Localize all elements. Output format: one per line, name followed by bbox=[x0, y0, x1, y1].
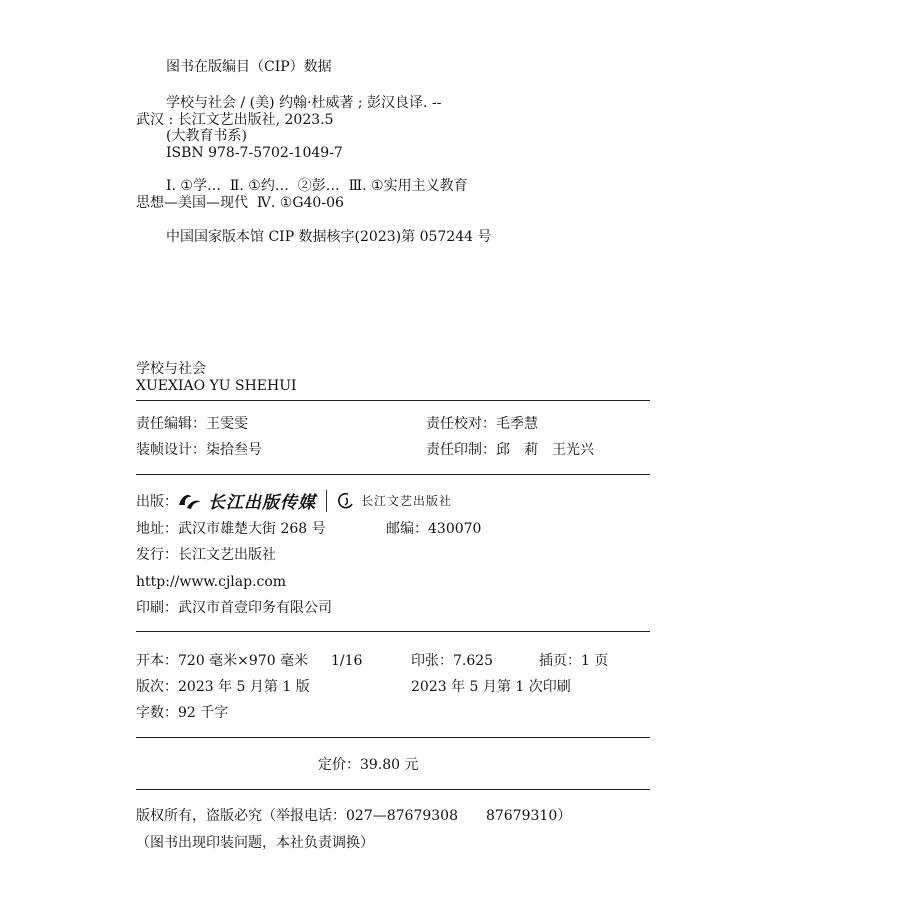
cip-line-2: 武汉 : 长江文艺出版社, 2023.5 bbox=[136, 112, 334, 128]
changjiang-literature-press-logo-icon bbox=[337, 492, 355, 510]
edition: 版次：2023 年 5 月第 1 版 bbox=[136, 679, 310, 695]
return-notice: （图书出现印装问题，本社负责调换） bbox=[136, 835, 374, 851]
book-format: 开本：720 毫米×970 毫米 bbox=[136, 653, 309, 669]
price: 定价：39.80 元 bbox=[318, 757, 419, 773]
cip-classification-1: Ⅰ. ①学… Ⅱ. ①约… ②彭… Ⅲ. ①实用主义教育 bbox=[166, 178, 468, 194]
cip-line-3: (大教育书系) bbox=[166, 128, 247, 144]
distributor: 发行：长江文艺出版社 bbox=[136, 547, 276, 563]
printing-supervisor: 责任印制：邱 莉 王光兴 bbox=[426, 442, 594, 458]
cip-heading: 图书在版编目（CIP）数据 bbox=[166, 59, 332, 75]
cip-isbn: ISBN 978-7-5702-1049-7 bbox=[166, 145, 343, 161]
cip-line-1: 学校与社会 / (美) 约翰·杜威著 ; 彭汉良译. -- bbox=[166, 95, 442, 111]
divider bbox=[136, 474, 650, 475]
changjiang-media-logo-icon bbox=[176, 491, 202, 511]
impression: 2023 年 5 月第 1 次印刷 bbox=[411, 679, 571, 695]
publisher-address: 地址：武汉市雄楚大街 268 号 bbox=[136, 521, 326, 537]
publisher-group-logo-text: 长江出版传媒 bbox=[208, 493, 316, 513]
publisher-website: http://www.cjlap.com bbox=[136, 574, 287, 590]
book-title-pinyin: XUEXIAO YU SHEHUI bbox=[136, 378, 297, 394]
divider bbox=[136, 631, 650, 632]
insert-plates: 插页：1 页 bbox=[539, 653, 609, 669]
responsible-proofreader: 责任校对：毛季慧 bbox=[426, 416, 538, 432]
cip-classification-2: 思想—美国—现代 Ⅳ. ①G40-06 bbox=[136, 195, 344, 211]
publisher-label: 出版： bbox=[136, 494, 178, 510]
copyright-notice: 版权所有，盗版必究（举报电话：027—87679308 87679310） bbox=[136, 808, 572, 824]
printed-sheets: 印张：7.625 bbox=[411, 653, 494, 669]
logo-separator bbox=[326, 490, 327, 512]
format-fraction: 1/16 bbox=[331, 653, 363, 669]
divider bbox=[136, 400, 650, 401]
printer: 印刷：武汉市首壹印务有限公司 bbox=[136, 600, 332, 616]
book-title-cn: 学校与社会 bbox=[136, 361, 206, 377]
publisher-press-logo-text: 长江文艺出版社 bbox=[361, 494, 453, 508]
divider bbox=[136, 737, 650, 738]
divider bbox=[136, 789, 650, 790]
cover-designer: 装帧设计：柒拾叁号 bbox=[136, 442, 262, 458]
word-count: 字数：92 千字 bbox=[136, 705, 229, 721]
cip-record-number: 中国国家版本馆 CIP 数据核字(2023)第 057244 号 bbox=[166, 229, 492, 245]
responsible-editor: 责任编辑：王雯雯 bbox=[136, 416, 248, 432]
publisher-postcode: 邮编：430070 bbox=[386, 521, 482, 537]
publisher-logos bbox=[176, 488, 452, 513]
